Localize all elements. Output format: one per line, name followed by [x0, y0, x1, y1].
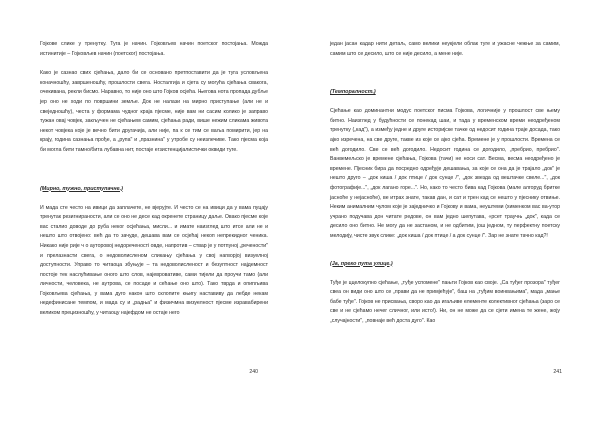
left-paragraph-1: Гојкове слике у тренутку. Туга је начин. Гојковљев начин поетског постојања. Можда истинитије – Гојковљев начин (поетског) постојања.	[40, 41, 268, 57]
left-section-heading: (Мирно, тужно, приступачне.)	[40, 185, 123, 192]
right-page-number: 241	[553, 369, 562, 375]
right-page	[300, 0, 600, 423]
right-section-heading-2: (Ја, преко пута улице.)	[330, 260, 393, 267]
right-paragraph-1: један јасан кадар нити детаљ, само велики неукјели облак туге и ужасне чежње за самим, самим што се десило, што се није десило, а мене није.	[330, 41, 560, 57]
left-page-number: 240	[249, 369, 258, 375]
right-paragraph-2: Сјећање као доминантни модус поетског писма Гојкова, логичније у прошлост све њему битно. Наизглед у будућности се понекад шаи, и тада у временском времи неодређеном тренутку („кад"), а између једне и друге историјске тачке од недосит година траје досада, тако ајко изречена, на све друге, такве из које се ајко сјећа. Времене је у прошлости. Времена се већ догодило. Све се већ догодило. Недосит година се догодило, „пребрио, пребрио". Ванвемељско је времене сјећања, Гојкова (тачи) не носи сат. Весма, весма неодређено је времене. Пјесник бира да посредно одређује дешавања, за које се она да је трајало „док" је нешто друго – „док киша / док птице / док сунце /", „док звезда од вештачке свеле...", „док фотографије...", „док лагано горе...". Но, како то често бива кад Гојкова (мале алгоруд бритке јасноће у нејасноће), ве итрах знате, такав дан, и сат и трен кад се нешто у пјеснику отвиње. Неким анималним чулом које је заједничко и Гојкову и вама, неуштеми (хименком вас ва-утор учрано подучава дон читате редове, он вам једно шепутава, «рсет траучњ „док", када се десило оно битно. Не могу да не застаном, и не одбитим, још једном, ту перфектну поетску мелодију, чисте звук слике: „док киша / док птице / а док сунце /". Зар не знате тачно кад?!	[330, 108, 560, 239]
right-section-heading-1: (Темпоралност.)	[330, 89, 376, 96]
left-paragraph-3: И мада сте често на ивици да заплачете, не вјерујте. И често се на ивици да у вама пуцају тренутак резигнираности, али се оно не десе кад окренете страницу даље. Овако пјесме које вас сталио доводе до руба неког осјећања, мисли... и имате наизглед што итсе али не и нешто што отвојено: већ да то зачуде, дешава вам се осјећај некоп непрекидног ченика. Никако није рије ч о ауторовој недореченості овде, напротив – ствар је у потпуној „речености" и прелазнасти свега, о недоволисленом сликању сјећања у свој нагворјој визуелној доступности. Управо то читаоца збуњује – та недоволисленост и безуптност најдемност постоје тек наслућивање оного што слов, најевровативе, сами тијели да проучи тамо (али личности, человека, не аутрова, се посаде и сећање оно што). Тако тврда и опипљива Гојковљева сјећања, у вама дуго након што склопите књигу наставиву да лебде некам недефинисане темпом, и мада су и „радња" и физичмна визуелност пјесме изравабирени великом прецизношћу, у читаоцу најефдом не остаје него	[40, 204, 268, 317]
right-paragraph-3: Туђе је ццелокупно сјећање, „туђе успомене" пањти Гојков као своје. „Са туђег прозора" туђег свеа он види оно што се „прави да не примјећује", баш на „туђим воинвањима", мада „мање бабе туђе". Гојков не присвања, своро као да игаљиве елементе колективног сјећања (заро се све и не сјећамо нечег сличног, или исто!). Ни, он не може да се сјети имена те жене, жоју „случајности", „повнаје већ доста дуго". Као	[330, 279, 560, 324]
left-paragraph-2: Како је сазнао свих сјећања, дало би се основано претпоставити да је туга условљена коначношћу, завршеношћу, прошлости свега. Носталгија и сјета су могућа сјећања свакога, очекивана, рекли бисмо. Наравно, то није оно што Гојков осјећа. Његова нота пропада дубље јер оно не ходи по површини земље. Док не налази на мирно приступање (али не и свеједношћу), честа у формама чудног краја пјесме, није вам ни сасим колико је заправо тужан овај човјек, закључен не сјећањем самим, сјећања ради, више нежим сликама живота некот човјека које је вечно бити другачија, али није, па к се тим се ваља помирити, јер на крају, година сазнања прође, а „рупа" и „празнина" у утробе су неизлечиве. Тако пјесма која би могла бити тамно/бита лубавна нит, постаје егзистенцијалистички оквиди туге.	[40, 70, 268, 153]
